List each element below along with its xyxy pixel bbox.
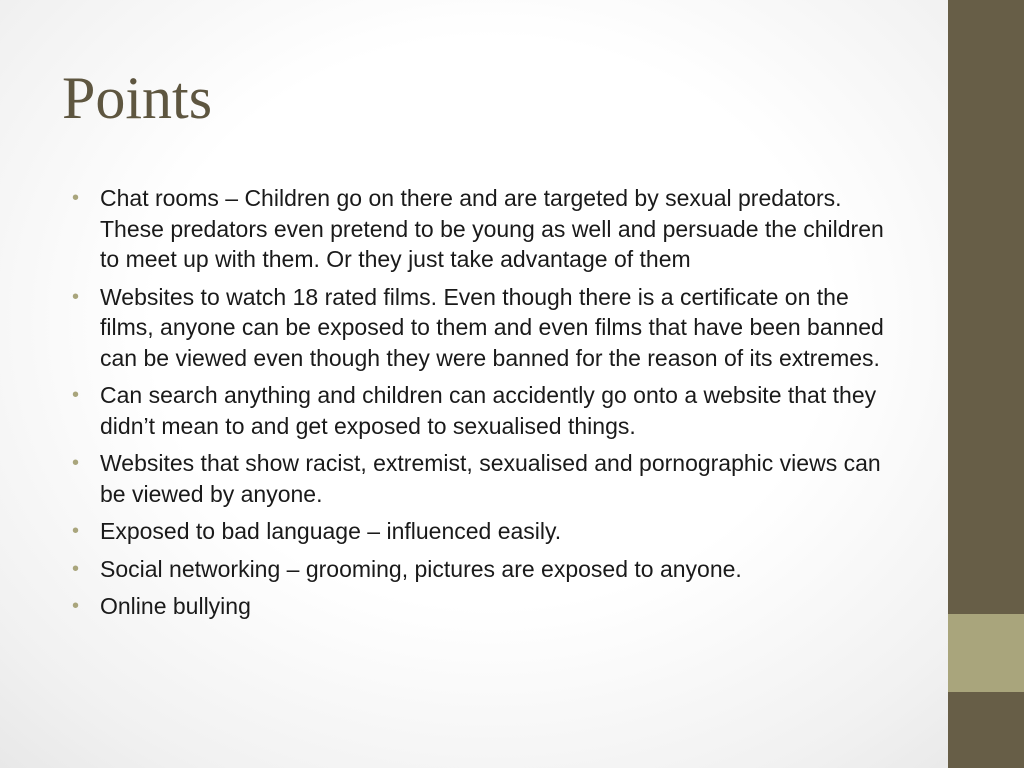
bullet-item [72,516,902,547]
bullet-item [72,380,902,441]
bullet-text: Websites that show racist, extremist, sexualised and pornographic views can be viewed by anyone. [100,450,881,507]
bullet-text: Exposed to bad language – influenced easily. [100,518,562,544]
bullet-text: Can search anything and children can accidently go onto a website that they didn’t mean to and get exposed to sexualised things. [100,382,877,439]
bullet-item [72,591,902,622]
bullet-item [72,183,902,275]
bullet-dot-icon: • [72,285,80,308]
bullet-text: Chat rooms – Children go on there and are targeted by sexual predators. These predators even pretend to be young as well and persuade the children to meet up with them. Or they just take advantage of them [100,185,884,272]
bullet-item [72,554,902,585]
bullet-dot-icon: • [72,595,80,617]
decorative-sidebar [948,0,1024,768]
bullet-dot-icon: • [72,384,80,406]
bullet-dot-icon: • [72,520,80,542]
slide-title: Points [62,65,213,131]
bullet-text: Social networking – grooming, pictures are exposed to anyone. [100,555,742,582]
bullet-text: Online bullying [100,593,251,619]
bullet-item [72,282,902,374]
bullet-text: Websites to watch 18 rated films. Even though there is a certificate on the films, anyone can be exposed to them and even films that have been banned can be viewed even though they were banned for the reason of its extremes. [100,283,884,371]
bullet-item [72,448,902,509]
bullet-dot-icon: • [72,187,80,209]
bullet-list [72,183,902,629]
bullet-dot-icon: • [72,452,80,474]
sidebar-accent-block [948,614,1024,692]
bullet-dot-icon: • [72,557,80,580]
